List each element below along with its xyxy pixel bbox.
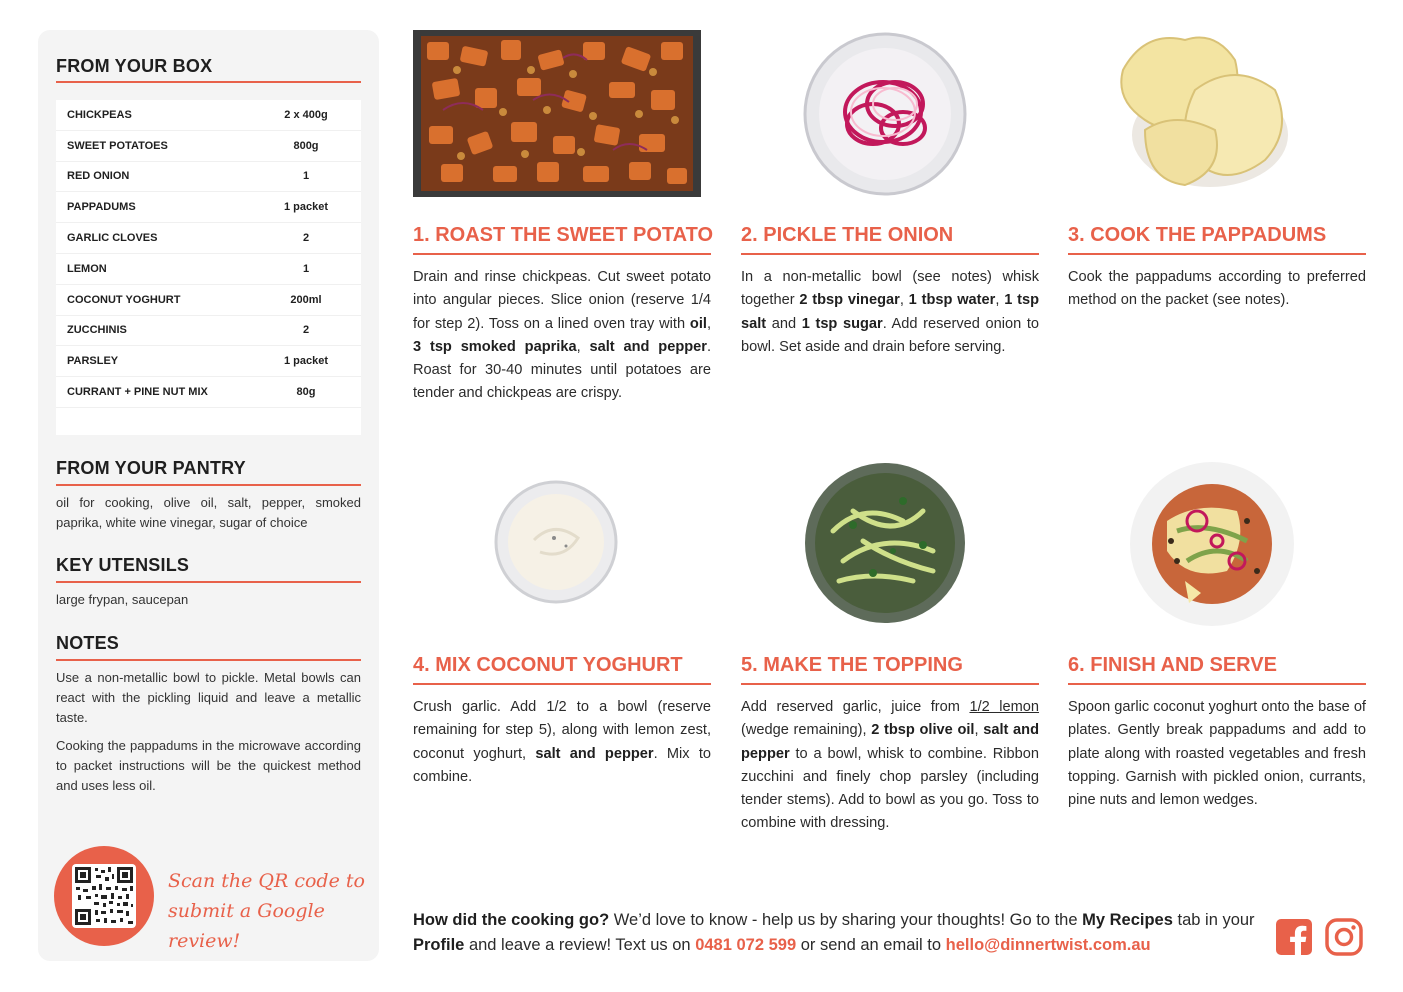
email-link[interactable]: hello@dinnertwist.com.au <box>945 936 1151 954</box>
ingredient-row <box>56 316 361 347</box>
box-heading: FROM YOUR BOX <box>56 56 213 76</box>
ingredient-name: PAPPADUMS <box>67 201 136 214</box>
ingredient-qty: 200ml <box>290 293 322 306</box>
qr-code-icon[interactable] <box>72 864 136 928</box>
facebook-icon[interactable] <box>1275 918 1313 956</box>
step-5-title: 5. MAKE THE TOPPING <box>741 654 1039 685</box>
qr-caption-line-2: submit a Google review! <box>168 900 325 952</box>
review-footer: How did the cooking go? We’d love to know - help us by sharing your thoughts! Go to the My Recipes tab in your Profile and leave a review! Text us on 0481 072 599 or send an email to hello@dinnertwist.com.au <box>413 911 1255 954</box>
instagram-icon[interactable] <box>1325 918 1363 956</box>
ingredient-qty: 2 <box>302 232 310 245</box>
roast-tray-photo <box>413 30 701 197</box>
ingredient-qty: 1 <box>302 262 310 275</box>
ingredient-name: CHICKPEAS <box>67 108 132 121</box>
ingredient-name: LEMON <box>67 262 107 275</box>
ingredient-name: RED ONION <box>67 170 130 183</box>
step-2-title: 2. PICKLE THE ONION <box>741 224 1039 255</box>
ingredient-qty: 2 <box>302 324 310 337</box>
ingredient-qty: 80g <box>296 386 316 399</box>
ingredient-name: PARSLEY <box>67 355 119 368</box>
sidebar <box>38 30 379 961</box>
ingredient-name: COCONUT YOGHURT <box>67 293 181 306</box>
ingredient-qty: 1 packet <box>283 355 329 368</box>
qr-caption <box>168 866 379 956</box>
ingredient-row <box>56 285 361 316</box>
ingredient-list <box>56 100 361 435</box>
step-6-text: Spoon garlic coconut yoghurt onto the base of plates. Gently break pappadums and add to plate along with roasted vegetables and fresh topping. Garnish with pickled onion, currants, pine nuts and lemon wedges. <box>1068 699 1366 809</box>
phone-link[interactable]: 0481 072 599 <box>695 936 797 954</box>
ingredient-qty: 1 <box>302 170 310 183</box>
ingredient-row <box>56 254 361 285</box>
utensils-heading: KEY UTENSILS <box>56 555 190 575</box>
step-3-text: Cook the pappadums according to preferred method on the packet (see notes). <box>1068 269 1366 309</box>
ingredient-row <box>56 223 361 254</box>
step-1-text: Drain and rinse chickpeas. Cut sweet potato into angular pieces. Slice onion (reserve 1/4 for step 2). Toss on a lined oven tray with oil, 3 tsp smoked paprika, salt and pepper. Roast for 30-40 minutes until potatoes are tender and chickpeas are crispy. <box>413 269 712 402</box>
step-2-text: In a non-metallic bowl (see notes) whisk together 2 tbsp vinegar, 1 tbsp water, 1 tsp salt and 1 tsp sugar. Add reserved onion to bowl. Set aside and drain before serving. <box>741 269 1040 355</box>
notes-heading-underline <box>56 659 361 661</box>
pantry-heading: FROM YOUR PANTRY <box>56 458 246 478</box>
ingredient-row <box>56 377 361 408</box>
step-4-title: 4. MIX COCONUT YOGHURT <box>413 654 711 685</box>
ingredient-qty: 1 packet <box>283 201 329 214</box>
step-4-text: Crush garlic. Add 1/2 to a bowl (reserve remaining for step 5), along with lemon zest, coconut yoghurt, salt and pepper. Mix to combine. <box>413 699 712 785</box>
qr-caption-line-1: Scan the QR code to <box>168 870 365 892</box>
step-6-title: 6. FINISH AND SERVE <box>1068 654 1366 685</box>
notes-heading: NOTES <box>56 633 120 653</box>
pappadums-photo <box>1115 30 1293 195</box>
coconut-yoghurt-photo <box>494 480 619 605</box>
step-3-title: 3. COOK THE PAPPADUMS <box>1068 224 1366 255</box>
ingredient-qty: 800g <box>293 139 319 152</box>
box-heading-underline <box>56 81 361 83</box>
ingredient-row <box>56 192 361 223</box>
pantry-text: oil for cooking, olive oil, salt, pepper, smoked paprika, white wine vinegar, sugar of choice <box>56 495 361 530</box>
ingredient-name: SWEET POTATOES <box>67 139 168 152</box>
utensils-text: large frypan, saucepan <box>56 592 189 607</box>
ingredient-name: CURRANT + PINE NUT MIX <box>67 386 208 399</box>
ingredient-qty: 2 x 400g <box>284 108 328 121</box>
ingredient-row <box>56 100 361 131</box>
zucchini-topping-photo <box>803 461 968 626</box>
step-5-text: Add reserved garlic, juice from 1/2 lemon (wedge remaining), 2 tbsp olive oil, salt and pepper to a bowl, whisk to combine. Ribbon zucchini and finely chop parsley (including tender stems). Add to bowl as you go. Toss to combine with dressing. <box>741 699 1040 832</box>
qr-badge[interactable] <box>54 846 154 946</box>
ingredient-name: GARLIC CLOVES <box>67 232 158 245</box>
ingredient-row <box>56 162 361 193</box>
ingredient-row <box>56 131 361 162</box>
pantry-heading-underline <box>56 484 361 486</box>
ingredient-row <box>56 346 361 377</box>
step-1-title: 1. ROAST THE SWEET POTATO <box>413 224 711 255</box>
note-2: Cooking the pappadums in the microwave according to packet instructions will be the quickest method and uses less oil. <box>56 738 361 793</box>
ingredient-name: ZUCCHINIS <box>67 324 127 337</box>
utensils-heading-underline <box>56 581 361 583</box>
pickled-onion-photo <box>803 32 968 197</box>
note-1: Use a non-metallic bowl to pickle. Metal bowls can react with the pickling liquid and leave a metallic taste. <box>56 670 361 725</box>
finished-dish-photo <box>1127 461 1297 628</box>
